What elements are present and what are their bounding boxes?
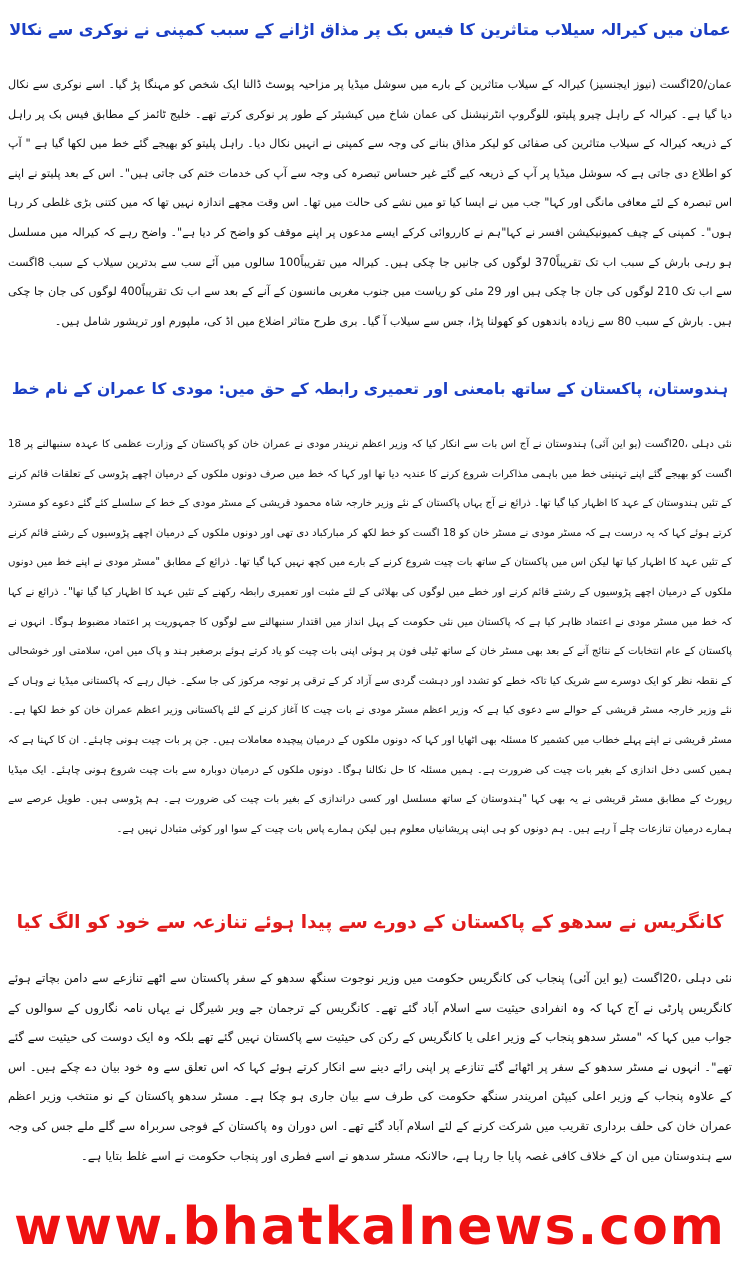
article-body: نئی دہلی ،20اگست (یو این آئی) پنجاب کی کانگریس حکومت میں وزیر نوجوت سنگھ سدھو کے سفر پاکستان سے اٹھے تنازعے سے دامن بچاتے ہوئے کانگریس پارٹی نے آج کہا کہ وہ انفرادی حیثیت سے اسلام آباد گئے تھے۔ کانگریس کے ترجمان جے ویر شیرگل نے یہاں نامہ نگاروں کے سوالوں کے جواب میں کہا کہ "مسٹر سدھو پنجاب کے وزیر اعلی یا کانگریس کے رکن کی حیثیت سے پاکستان نہیں گئے تھے بلکہ وہ ایک دوست کی حیثیت سے گئے تھے"۔ انہوں نے مسٹر سدھو کے سفر پر اٹھائے گئے تنازعے پر اپنی رائے دینے سے انکار کرتے ہوئے کہا کہ اس تعلق سے وہ خود بیان دے چکے ہیں۔ اس کے علاوہ پنجاب کے وزیر اعلی کیپٹن امریندر سنگھ حکومت کی طرف سے بیان جاری ہو چکا ہے۔ مسٹر سدھو پاکستان کے نو منتخب وزیر اعظم عمران خان کی حلف برداری تقریب میں شرکت کرنے کے لئے اسلام آباد گئے تھے۔ اس دوران وہ پاکستان کے فوجی سربراہ سے گلے ملے جس کی وجہ سے ہندوستان میں ان کے خلاف کافی غصہ پایا جا رہا ہے، حالانکہ مسٹر سدھو نے اسے فطری اور پنجاب حکومت نے اسے غلط بتایا ہے۔ bbox=[8, 971, 732, 1163]
article-body: عمان/20اگست (نیوز ایجنسیز) کیرالہ کے سیلاب متاثرین کے بارے میں سوشل میڈیا پر مزاحیہ پوسٹ ڈالنا ایک شخص کو مہنگا پڑ گیا۔ اسے نوکری سے نکال دیا گیا ہے۔ کیرالہ کے راہل چیرو پلیتو، للوگروپ انٹرنیشنل کی عمان شاخ میں کیشیئر کے طور پر نوکری کرتے تھے۔ خلیج ٹائمز کے مطابق فیس بک پر راہل کے ذریعہ کیرالہ کے سیلاب متاثرین کی صفائی کو لیکر مذاق بنانے کی وجہ سے کمپنی نے انہیں نکال دیا۔ راہل پلیتو کو بھیجے گئے خط میں لکھا گیا ہے " آپ کو اطلاع دی جاتی ہے کہ سوشل میڈیا پر آپ کے ذریعہ کیے گئے غیر حساس تبصرہ کی وجہ سے آپ کی خدمات ختم کی جاتی ہیں"۔ اس کے بعد پلیتو نے اپنے اس تبصرہ کے لئے معافی مانگی اور کہا" جب میں نے ایسا کیا تو میں نشے کی حالت میں تھا۔ اس وقت مجھے اندازہ نہیں تھا کہ میں کتنی بڑی غلطی کر رہا ہوں"۔ کمپنی کے چیف کمیونیکیشن افسر نے کہا"ہم نے کارروائی کرکے ایسے مدعوں پر اپنے موقف کو واضح کر دیا ہے"۔ واضح رہے کہ کیرالہ میں مسلسل ہو رہی بارش کے سبب اب تک تقریباً370 لوگوں کی جانیں جا چکی ہیں۔ کیرالہ میں تقریباً100 سالوں میں آئے سب سے بدترین سیلاب کے سبب 8اگست سے اب تک 210 لوگوں کی جان جا چکی ہیں اور 29 مئی کو ریاست میں جنوب مغربی مانسون کے آنے کے بعد سے اب تک تقریباً400 لوگوں کی جان جا چکی ہیں۔ بارش کے سبب 80 سے زیادہ باندھوں کو کھولنا پڑا، جس سے سیلاب آ گیا۔ بری طرح متاثر اضلاع میں اڈ کی، ملپورم اور تریشور شامل ہیں۔ bbox=[8, 78, 732, 328]
article-headline: عمان میں کیرالہ سیلاب متاثرین کا فیس بک پر مذاق اڑانے کے سبب کمپنی نے نوکری سے نکالا bbox=[9, 20, 731, 39]
article-body: نئی دہلی ،20اگست (یو این آئی) ہندوستان نے آج اس بات سے انکار کیا کہ وزیر اعظم نریندر مودی نے عمران خان کو پاکستان کے وزارت عظمی کا عہدہ سنبھالنے پر 18 اگست کو بھیجے گئے اپنے تہنیتی خط میں باہمی مذاکرات شروع کرنے کا عندیہ دیا تھا اور کہا کہ خط میں صرف دونوں ملکوں کے درمیان اچھے پڑوسی کے تعلقات قائم کرنے کے تئیں ہندوستان کے عہد کا اظہار کیا گیا تھا۔ ذرائع نے آج یہاں پاکستان کے نئے وزیر خارجہ شاہ محمود قریشی کے مسٹر مودی کے خط کے سلسلے کئے گئے دعوے کو مسترد کرتے ہوئے کہا کہ یہ درست ہے کہ مسٹر مودی نے مسٹر خان کو 18 اگست کو خط لکھ کر مبارکباد دی تھی اور دونوں ملکوں کے درمیان اچھے پڑوسیوں کے رشتے قائم کرنے کے تئیں عہد کا اظہار کیا تھا لیکن اس میں پاکستان کے ساتھ بات چیت شروع کرنے کے بارے میں کچھ نہیں کہا گیا تھا۔ ذرائع کے مطابق "مسٹر مودی نے اپنے خط میں دونوں ملکوں کے درمیان اچھے پڑوسیوں کے رشتے قائم کرنے اور خطے میں لوگوں کی بھلائی کے لئے مثبت اور تعمیری رابطہ رکھنے کے تئیں عہد کا اظہار کیا گیا تھا"۔ ذرائع نے کہا کہ خط میں مسٹر مودی نے اعتماد ظاہر کیا ہے کہ پاکستان میں نئی حکومت کے پہل انداز میں اقتدار سنبھالنے سے لوگوں کا جمہوریت پر اعتماد مضبوط ہوگا۔ انہوں نے پاکستان کے عام انتخابات کے نتائج آنے کے بعد بھی مسٹر خان کے ساتھ ٹیلی فون پر ہوئی اپنی بات چیت کو یاد کرتے ہوئے برصغیر ہند و پاک میں امن، سلامتی اور خوشحالی کے نقطہ نظر کو ایک دوسرے سے شریک کیا تاکہ خطے کو تشدد اور دہشت گردی سے آزاد کر کے ترقی پر توجہ مرکوز کی جا سکے۔ خیال رہے کہ پاکستانی میڈیا نے وہاں کے نئے وزیر خارجہ مسٹر قریشی کے حوالے سے دعوی کیا ہے کہ وزیر اعظم مسٹر مودی نے بات چیت کا آغاز کرنے کے لئے پاکستانی وزیر اعظم عمران خان کو خط لکھا ہے۔ مسٹر قریشی نے اپنے پہلے خطاب میں کشمیر کا مسئلہ بھی اٹھایا اور کہا کہ دونوں ملکوں کے درمیان پیچیدہ معاملات ہیں۔ جن پر بات چیت ہونی چاہئے۔ ان کا کہنا ہے کہ ہمیں کسی دخل اندازی کے بغیر بات چیت کی ضرورت ہے۔ ہمیں مسئلہ کا حل نکالنا ہوگا۔ دونوں ملکوں کے درمیان دوبارہ سے بات چیت شروع ہونی چاہئے۔ ایک میڈیا رپورٹ کے مطابق مسٹر قریشی نے یہ بھی کہا "ہندوستان کے ساتھ مسلسل اور کسی دراندازی کے بغیر بات چیت کی ضرورت ہے۔ ہم پڑوسی ہیں۔ طویل عرصے سے ہمارے درمیان تنازعات چلے آ رہے ہیں۔ ہم دونوں کو ہی اپنی پریشانیاں معلوم ہیں لیکن ہمارے پاس بات چیت کے سوا اور کوئی متبادل نہیں ہے۔ bbox=[8, 439, 732, 835]
article-headline: کانگریس نے سدھو کے پاکستان کے دورے سے پیدا ہوئے تنازعہ سے خود کو الگ کیا bbox=[16, 912, 724, 933]
article-kerala-flood bbox=[8, 4, 732, 350]
site-footer bbox=[0, 1194, 740, 1260]
article-congress-sidhu bbox=[8, 898, 732, 1196]
article-modi-letter bbox=[8, 366, 732, 858]
article-headline: ہندوستان، پاکستان کے ساتھ بامعنی اور تعمیری رابطہ کے حق میں: مودی کا عمران کے نام خط bbox=[11, 380, 729, 398]
site-url-link[interactable]: www.bhatkalnews.com bbox=[14, 1197, 726, 1257]
